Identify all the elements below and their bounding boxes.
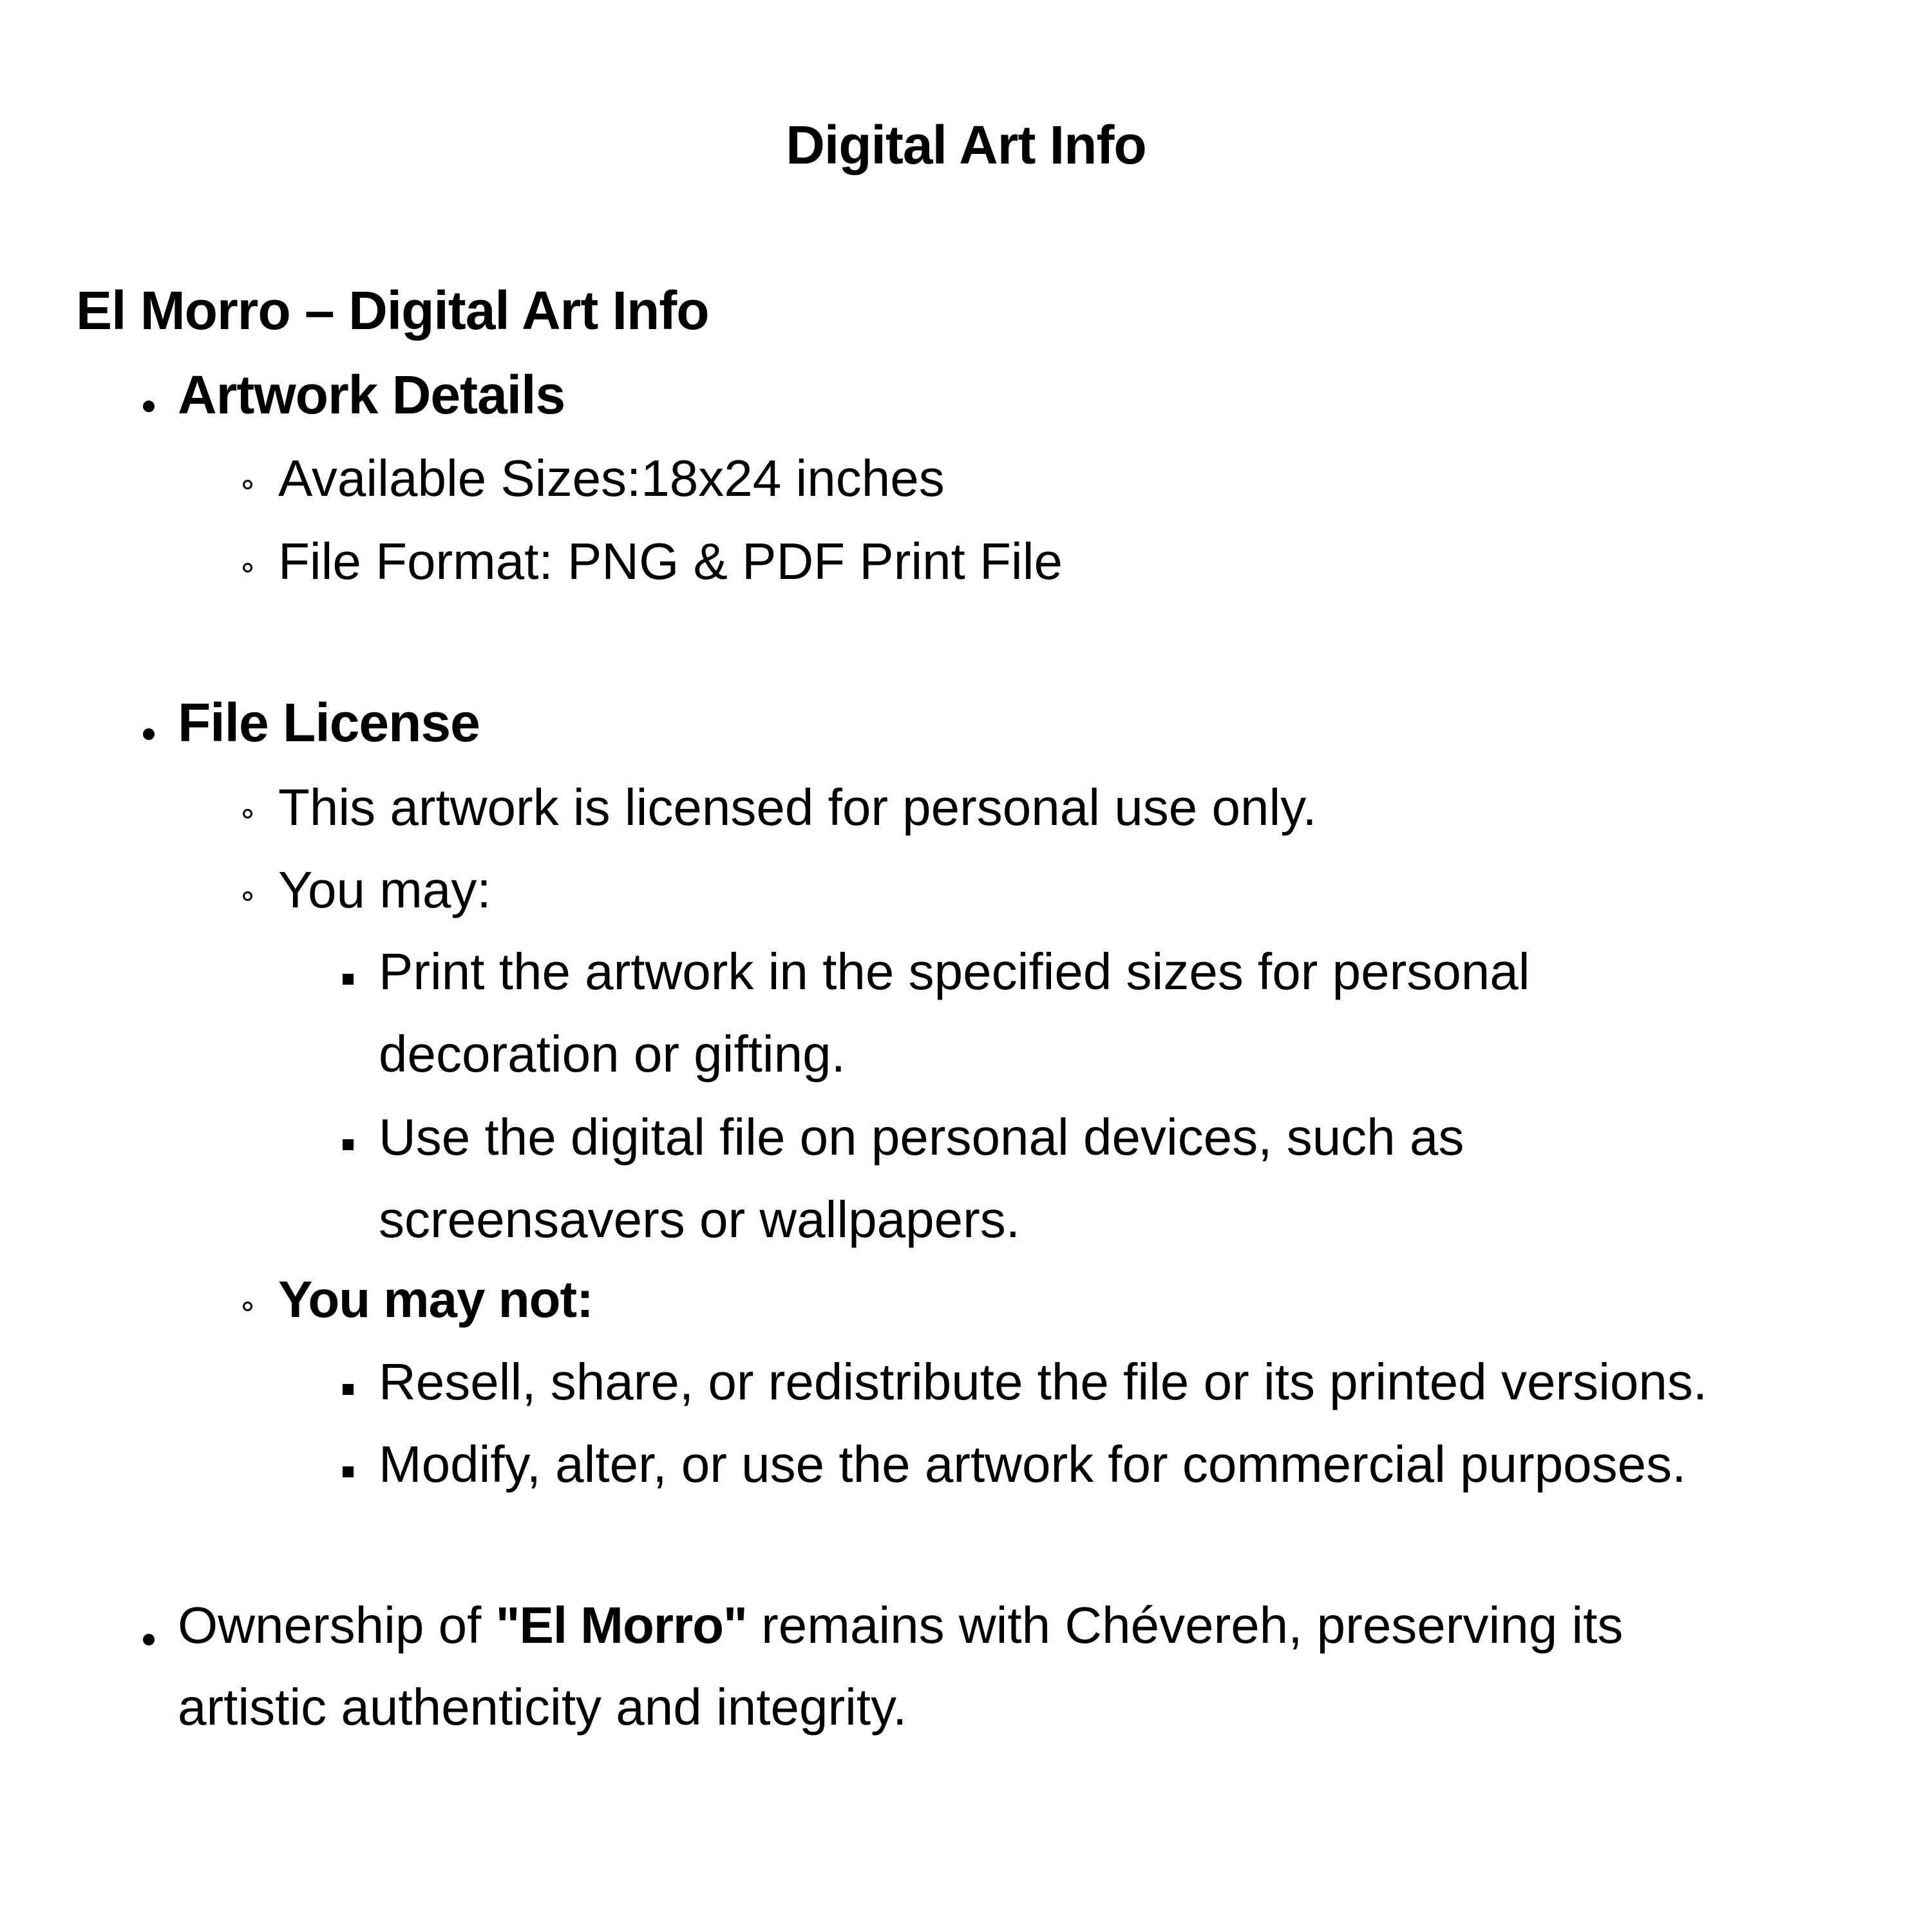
- file-format-item: File Format: PNG & PDF Print File: [278, 533, 1063, 590]
- ownership-line1: [178, 1593, 1623, 1658]
- artwork-details-heading: Artwork Details: [178, 365, 565, 425]
- you-may-item-2-line1: Use the digital file on personal devices, such as: [379, 1108, 1464, 1166]
- section-heading: El Morro – Digital Art Info: [76, 280, 709, 341]
- ownership-prefix: Ownership of: [178, 1596, 496, 1654]
- bullet-disc-icon: [143, 401, 155, 412]
- bullet-square-icon: [343, 1466, 354, 1477]
- you-may-item-1-line2: decoration or gifting.: [379, 1025, 846, 1083]
- you-may-not-item-2: Modify, alter, or use the artwork for commercial purposes.: [379, 1435, 1687, 1493]
- page-title: Digital Art Info: [786, 115, 1146, 175]
- bullet-circle-icon: [243, 1302, 252, 1311]
- bullet-circle-icon: [243, 809, 252, 819]
- you-may-item-1-line1: Print the artwork in the specified sizes for personal: [379, 943, 1530, 1000]
- ownership-suffix: remains with Chévereh, preserving its: [746, 1596, 1624, 1654]
- you-may-not-label: You may not:: [278, 1271, 593, 1328]
- bullet-disc-icon: [143, 1634, 155, 1645]
- bullet-circle-icon: [243, 563, 252, 573]
- bullet-circle-icon: [243, 891, 252, 901]
- you-may-item-2-line2: screensavers or wallpapers.: [379, 1191, 1020, 1248]
- bullet-circle-icon: [243, 480, 252, 489]
- bullet-square-icon: [343, 1384, 354, 1395]
- file-license-heading: File License: [178, 692, 480, 753]
- bullet-disc-icon: [143, 728, 155, 740]
- bullet-square-icon: [343, 1139, 354, 1150]
- license-intro-item: This artwork is licensed for personal use only.: [278, 779, 1317, 836]
- you-may-label: You may:: [278, 861, 491, 918]
- bullet-square-icon: [343, 974, 354, 985]
- you-may-not-item-1: Resell, share, or redistribute the file or its printed versions.: [379, 1353, 1708, 1410]
- available-sizes-item: Available Sizes:18x24 inches: [278, 450, 945, 507]
- ownership-line2: artistic authenticity and integrity.: [178, 1678, 907, 1736]
- artwork-title: "El Morro": [495, 1596, 747, 1654]
